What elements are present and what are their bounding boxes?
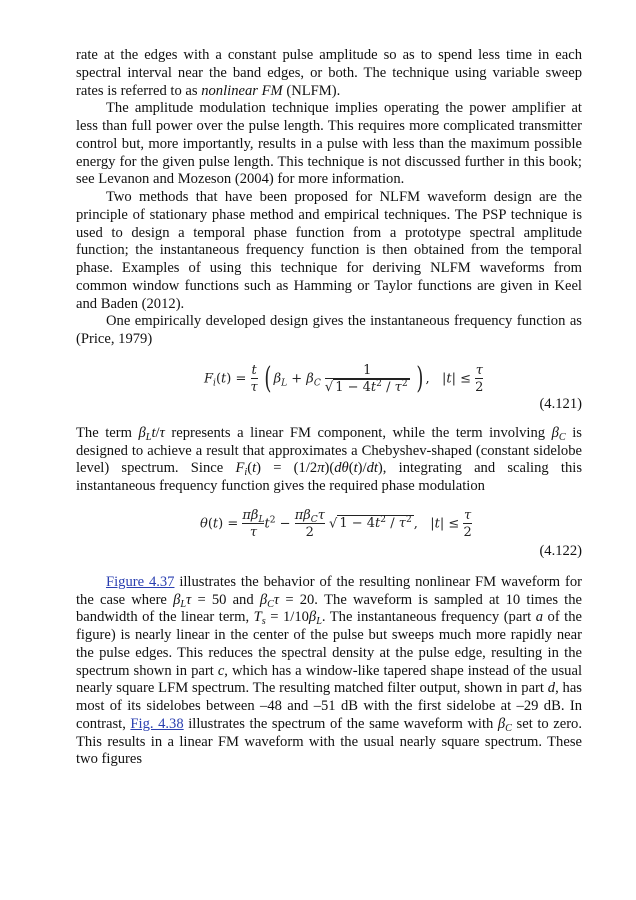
figure-4-38-link[interactable]: Fig. 4.38 <box>130 715 184 732</box>
equation-number-4-122: (4.122) <box>539 542 582 559</box>
paragraph-1: rate at the edges with a constant pulse amplitude so as to spend less time in each spectral interval near the band edges, or both. The technique using variable sweep rates is referred to as nonlinear FM (NLFM). <box>76 47 582 99</box>
paragraph-5: The term $\beta_Lt/\tau$ represents a linear FM component, while the term involving $\beta_C$ is designed to achieve a result that approximates a Chebyshev-shaped (constant sidelobe level) spectrum. Since $F_i(t) = (1/2\pi)(d\theta(t)/dt)$, integrating and scaling this instantaneous frequency function gives the required phase modulation <box>76 424 582 494</box>
paragraph-6: Figure 4.37 illustrates the behavior of the resulting nonlinear FM waveform for the case where $\beta_L\tau = 50$ and $\beta_C\tau = 20$. The waveform is sampled at 10 times the bandwidth of the linear term, $T_s = 1/10\beta_L$. The instantaneous frequency (part a of the figure) is nearly linear in the center of the pulse but sweeps much more rapidly near the pulse edges. This reduces the spectral density at the pulse edge, resulting in the spectrum shown in part c, which has a window-like tapered shape instead of the usual nearly square LFM spectrum. The resulting matched filter output, shown in part d, has most of its sidelobes between –48 and –51 dB with the first sidelobe at –29 dB. In contrast, Fig. 4.38 illustrates the spectrum of the same waveform with $\beta_C$ set to zero. This results in a linear FM waveform with the usual nearly square spectrum. These two figures <box>76 573 582 768</box>
page-body <box>76 47 582 769</box>
term-nlfm: nonlinear FM <box>201 82 283 99</box>
equation-4-122-body: θ(t) = $\frac{\pi\beta_L}{\tau}$ $t^2$ − $\frac{\pi\beta_C\tau}{2}$ √ $1 - 4t^2 / \tau^2$ , |t| ≤ $\frac{\tau}{2}$ <box>200 507 472 540</box>
equation-4-121-body: $F_i(t)$ = $\frac{t}{\tau}$ ( $\beta_L + \beta_C$ $\frac{1}{√ 1 - 4t^2 / \tau^2}$ ) , |t| ≤ $\frac{\tau}{2}$ <box>204 360 484 396</box>
equation-number-4-121: (4.121) <box>539 395 582 412</box>
equation-4-121 <box>76 349 582 421</box>
paragraph-2: The amplitude modulation technique implies operating the power amplifier at less than full power over the pulse length. This requires more complicated transmitter control but, more importantly, results in a pulse with less than the maximum possible energy for the given pulse length. This technique is not discussed further in this book; see Levanon and Mozeson (2004) for more information. <box>76 100 582 188</box>
figure-4-37-link[interactable]: Figure 4.37 <box>106 573 175 590</box>
paragraph-3: Two methods that have been proposed for NLFM waveform design are the principle of stationary phase method and empirical techniques. The PSP technique is used to design a temporal phase function from a prototype spectral amplitude function; the instantaneous frequency function is then obtained from the temporal phase. Examples of using this technique for deriving NLFM waveforms from common window functions such as Hamming or Taylor functions are given in Keel and Baden (2012). <box>76 189 582 312</box>
equation-4-122 <box>76 496 582 566</box>
paragraph-4: One empirically developed design gives the instantaneous frequency function as (Price, 1979) <box>76 313 582 347</box>
